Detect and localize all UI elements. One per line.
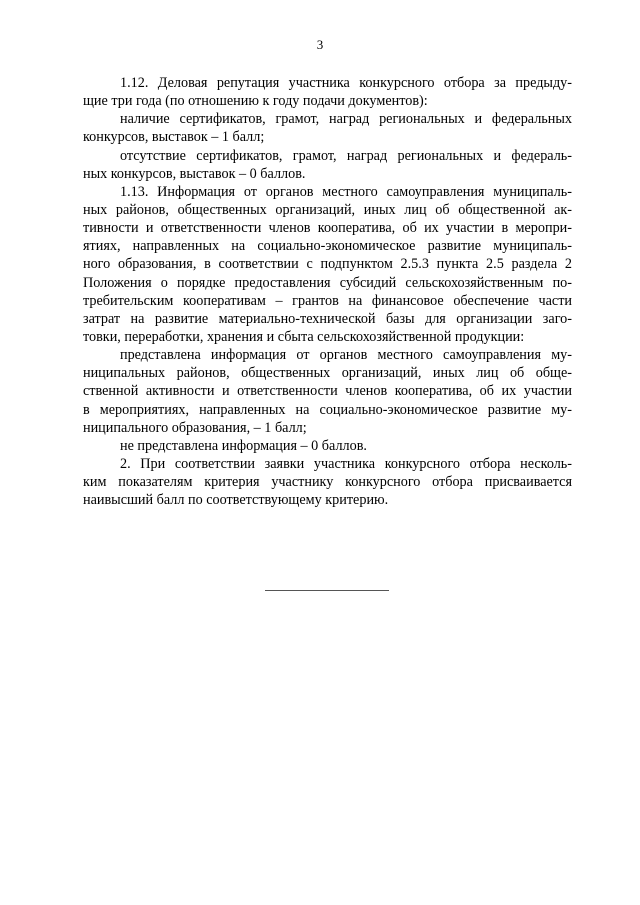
text-line: товки, переработки, хранения и сбыта сельскохозяйственной продукции:: [83, 328, 525, 345]
text-line: ных конкурсов, выставок – 0 баллов.: [83, 165, 306, 182]
text-line: ниципальных районов, общественных организаций, иных лиц об обще-: [83, 365, 572, 382]
text-line: наивысший балл по соответствующему критерию.: [83, 492, 389, 509]
text-line: 1.13. Информация от органов местного самоуправления муниципаль-: [120, 183, 572, 200]
text-line: Положения о порядке предоставления субсидий сельскохозяйственным по-: [83, 274, 572, 291]
page-number: 3: [316, 37, 324, 52]
document-body: [83, 74, 572, 509]
text-line: конкурсов, выставок – 1 балл;: [83, 129, 265, 146]
text-line: в мероприятиях, направленных на социально-экономическое развитие му-: [83, 401, 572, 418]
text-line: тивности и ответственности членов кооператива, об их участии в меропри-: [83, 220, 572, 237]
text-line: ственной активности и ответственности членов кооператива, об их участии: [83, 383, 572, 400]
text-line: 1.12. Деловая репутация участника конкурсного отбора за предыду-: [120, 75, 572, 91]
text-line: щие три года (по отношению к году подачи документов):: [83, 93, 428, 110]
text-line: не представлена информация – 0 баллов.: [120, 437, 367, 454]
text-line: ким показателям критерия участнику конкурсного отбора присваивается: [83, 474, 572, 491]
text-line: представлена информация от органов местного самоуправления му-: [120, 347, 572, 364]
text-line: ных районов, общественных организаций, иных лиц об общественной ак-: [83, 201, 572, 218]
text-line: 2. При соответствии заявки участника конкурсного отбора несколь-: [120, 455, 572, 472]
text-line: отсутствие сертификатов, грамот, наград региональных и федераль-: [120, 147, 572, 164]
text-line: ниципального образования, – 1 балл;: [83, 419, 307, 436]
text-line: ятиях, направленных на социально-экономическое развитие муниципаль-: [83, 238, 572, 255]
text-line: ного образования, в соответствии с подпунктом 2.5.3 пункта 2.5 раздела 2: [83, 256, 572, 273]
text-line: затрат на развитие материально-технической базы для организации заго-: [83, 310, 572, 327]
text-line: наличие сертификатов, грамот, наград региональных и федеральных: [120, 111, 572, 128]
text-line: требительским кооперативам – грантов на финансовое обеспечение части: [83, 292, 572, 309]
footer-divider: [265, 590, 389, 591]
